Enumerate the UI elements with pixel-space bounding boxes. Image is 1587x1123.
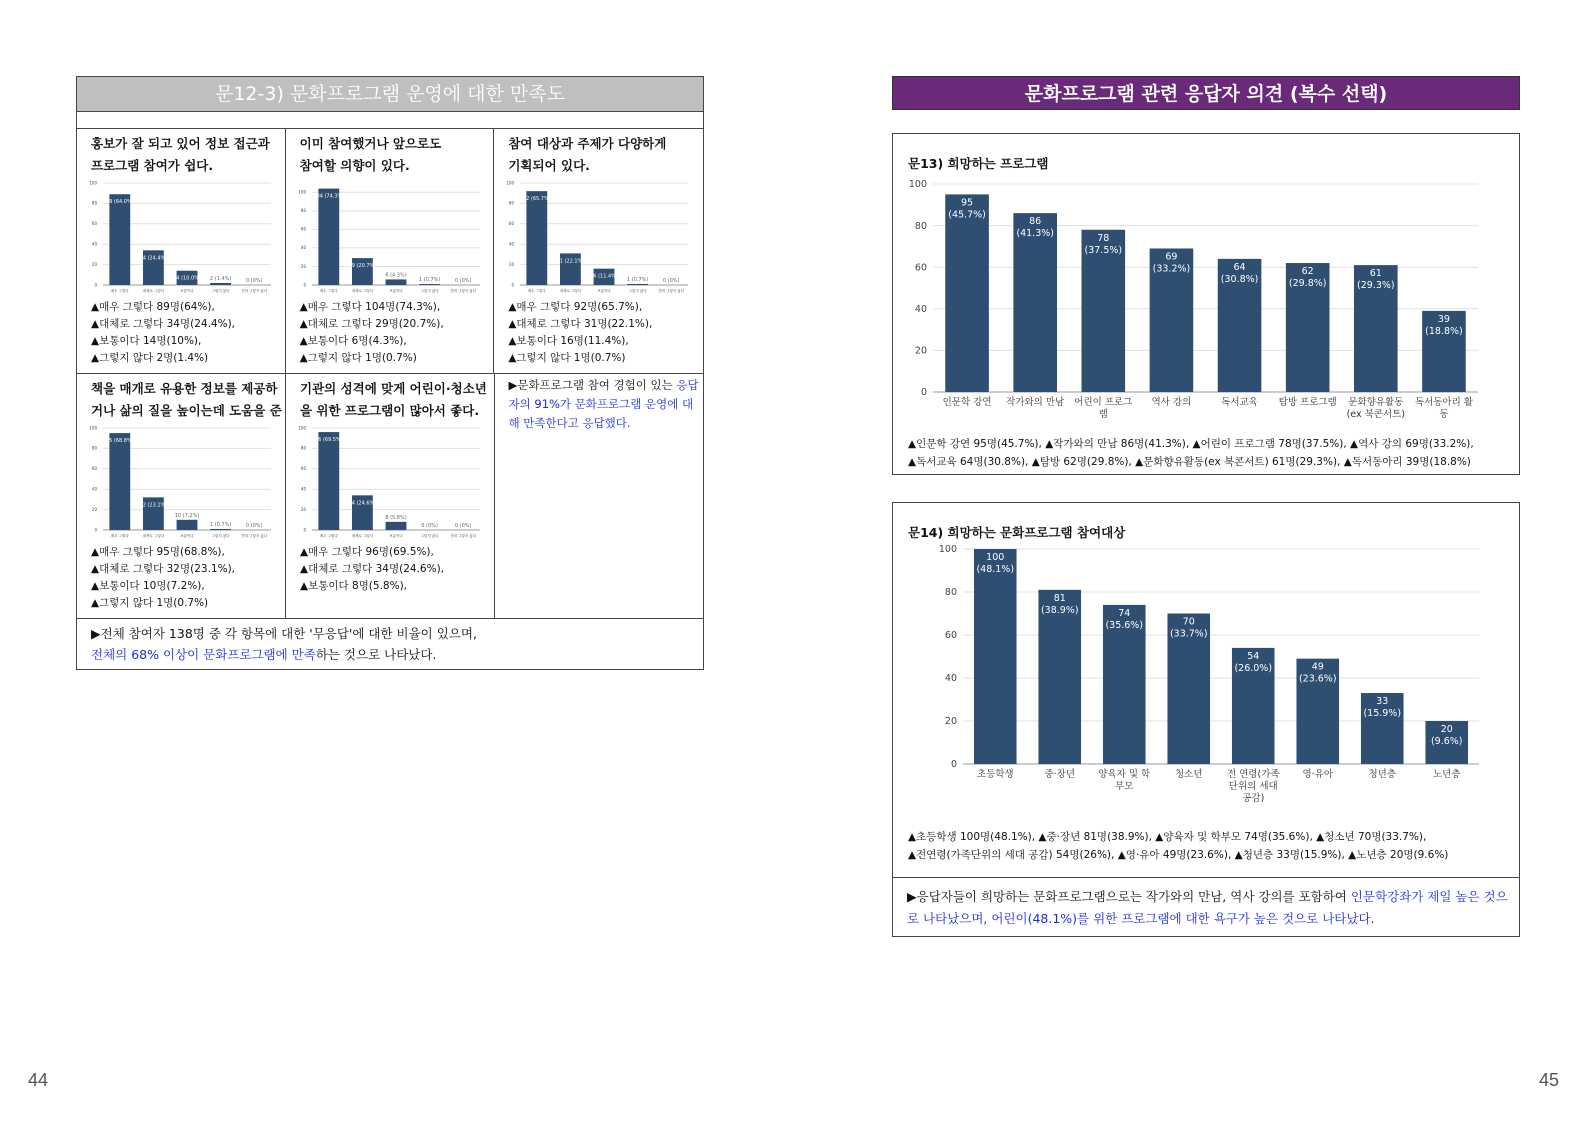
y-tick-label: 100	[89, 425, 97, 431]
category-label: 대체로 그렇다	[560, 289, 582, 293]
category-label: 부모	[1115, 781, 1134, 792]
data-label: 0 (0%)	[245, 523, 263, 529]
y-tick-label: 0	[94, 527, 97, 533]
data-label: (23.6%)	[1298, 673, 1337, 685]
bar	[974, 549, 1017, 764]
data-label: 16 (11.4%)	[590, 273, 619, 280]
y-tick-label: 100	[908, 179, 927, 191]
data-label: (26.0%)	[1234, 662, 1273, 674]
data-label: (35.6%)	[1105, 619, 1144, 631]
bar	[318, 189, 339, 285]
data-label: 104 (74.3%)	[313, 193, 344, 200]
category-label: 전혀 그렇지 않다	[449, 289, 476, 293]
section-title-left: 문12-3) 문화프로그램 운영에 대한 만족도	[77, 77, 703, 112]
data-label: 31 (22.1%)	[556, 258, 585, 265]
category-label: 전혀 그렇지 않다	[450, 534, 477, 538]
data-label: (37.5%)	[1084, 244, 1123, 256]
item-heading: 기관의 성격에 맞게 어린이·청소년 을 위한 프로그램이 많아서 좋다.	[300, 381, 487, 418]
data-label: 81	[1053, 592, 1066, 604]
data-label: (41.3%)	[1016, 228, 1054, 240]
category-label: 문화향유활동	[1348, 397, 1404, 408]
category-label: 매우 그렇다	[319, 534, 338, 538]
category-label: 양육자 및 학	[1098, 769, 1151, 780]
data-label: 95	[961, 197, 974, 209]
data-label: 70	[1182, 616, 1195, 628]
q13-bar-chart	[893, 174, 1519, 459]
item-heading: 책을 매개로 유용한 정보를 제공하 거나 삶의 질을 높이는데 도움을 준	[91, 381, 282, 418]
category-label: 전 연령(가족	[1226, 769, 1280, 780]
category-label: 보통이다	[597, 289, 612, 293]
category-label: 노년층	[1432, 769, 1461, 780]
category-label: 그렇지 않다	[211, 534, 230, 538]
bar	[527, 191, 548, 285]
category-label: 인문학 강연	[942, 397, 992, 408]
data-label: 6 (4.3%)	[384, 272, 407, 279]
y-tick-label: 60	[91, 466, 97, 472]
q13-summary: ▲인문학 강연 95명(45.7%), ▲작가와의 만남 86명(41.3%), ▲어린이 프로그램 78명(37.5%), ▲역사 강의 69명(33.2%), ▲독서교육 64명(30.8%), ▲탐방 62명(29.8%), ▲문화향유활동(ex 북콘서트) 61명(29.3%), ▲독서동아리 39명(18.8%)	[908, 438, 1474, 468]
category-label: 작가와의 만남	[1006, 397, 1065, 408]
category-label: 전혀 그렇지 않다	[658, 289, 685, 293]
conclusion-note: ▶응답자들이 희망하는 문화프로그램으로는 작가와의 만남, 역사 강의를 포함하여 인문학강좌가 제일 높은 것으로 나타났으며, 어린이(48.1%)를 위한 프로그램에 대한 욕구가 높은 것으로 나타났다.	[892, 877, 1520, 937]
data-label: 1 (0.7%)	[627, 276, 649, 283]
category-label: 그렇지 않다	[211, 289, 230, 293]
satisfaction-table	[76, 76, 704, 670]
data-label: 86	[1029, 216, 1042, 228]
survey-item-cell	[286, 374, 495, 618]
data-label: 95 (68.8%)	[105, 438, 134, 445]
q14-bar-chart	[893, 543, 1519, 823]
y-tick-label: 60	[300, 466, 306, 472]
data-label: 61	[1369, 268, 1382, 280]
y-tick-label: 40	[91, 241, 97, 247]
item-heading: 홍보가 잘 되고 있어 정보 접근과 프로그램 참여가 쉽다.	[91, 136, 270, 173]
data-label: 0 (0%)	[454, 523, 472, 529]
y-tick-label: 40	[914, 303, 927, 315]
category-label: 매우 그렇다	[319, 289, 338, 293]
category-label: 동	[1439, 409, 1449, 420]
y-tick-label: 100	[298, 189, 306, 195]
bar	[318, 432, 339, 530]
y-tick-label: 60	[944, 630, 957, 642]
result-list: ▲매우 그렇다 96명(69.5%), ▲대체로 그렇다 34명(24.6%), ▲보통이다 8명(5.8%),	[300, 546, 444, 592]
data-label: 10 (7.2%)	[174, 512, 200, 519]
q13-panel	[892, 133, 1520, 475]
data-label: (29.8%)	[1288, 278, 1327, 290]
category-label: 전혀 그렇지 않다	[241, 534, 268, 538]
table-footer-note: ▶전체 참여자 138명 중 각 항목에 대한 '무응답'에 대한 비율이 있으며, 전체의 68% 이상이 문화프로그램에 만족하는 것으로 나타났다.	[91, 626, 477, 662]
data-label: 0 (0%)	[454, 278, 472, 284]
survey-item-cell	[494, 129, 703, 373]
data-label: 32 (23.1%)	[139, 502, 168, 509]
category-label: 영·유아	[1302, 769, 1334, 780]
y-tick-label: 20	[509, 261, 515, 267]
bar	[1038, 590, 1081, 764]
y-tick-label: 0	[920, 387, 927, 399]
category-label: 보통이다	[180, 289, 194, 293]
y-tick-label: 60	[300, 226, 306, 232]
result-list: ▲매우 그렇다 95명(68.8%), ▲대체로 그렇다 32명(23.1%), ▲보통이다 10명(7.2%), ▲그렇지 않다 1명(0.7%)	[91, 546, 235, 609]
category-label: 대체로 그렇다	[351, 289, 373, 293]
y-tick-label: 20	[300, 506, 306, 512]
y-tick-label: 20	[944, 716, 957, 728]
y-tick-label: 60	[91, 221, 97, 227]
data-label: 39	[1437, 313, 1450, 325]
page-number-left: 44	[28, 1070, 49, 1090]
y-tick-label: 40	[300, 245, 306, 251]
category-label: 중·장년	[1044, 769, 1076, 780]
mini-bar-chart	[91, 177, 276, 297]
survey-item-cell	[77, 129, 286, 373]
y-tick-label: 20	[91, 506, 97, 512]
data-label: 2 (1.4%)	[209, 275, 232, 282]
bar	[210, 283, 231, 285]
mini-bar-chart	[300, 422, 485, 542]
data-label: (45.7%)	[948, 209, 986, 221]
mini-bar-chart	[300, 177, 485, 297]
category-label: 그렇지 않다	[628, 289, 647, 293]
category-label: 매우 그렇다	[110, 534, 129, 538]
item-heading: 이미 참여했거나 앞으로도 참여할 의향이 있다.	[299, 136, 442, 173]
table-row	[77, 129, 703, 374]
y-tick-label: 100	[298, 425, 306, 431]
bar	[385, 279, 406, 285]
data-label: (30.8%)	[1220, 273, 1259, 285]
table-spacer-row	[77, 112, 703, 129]
data-label: 100	[986, 552, 1005, 563]
item-heading: 참여 대상과 주제가 다양하게 기획되어 있다.	[508, 136, 667, 173]
y-tick-label: 40	[944, 673, 957, 685]
y-tick-label: 100	[938, 544, 957, 556]
y-tick-label: 80	[91, 200, 97, 206]
data-label: 34 (24.6%)	[348, 500, 377, 507]
bar	[419, 284, 440, 285]
table-row	[77, 374, 703, 619]
result-list: ▲매우 그렇다 104명(74.3%), ▲대체로 그렇다 29명(20.7%), ▲보통이다 6명(4.3%), ▲그렇지 않다 1명(0.7%)	[299, 301, 444, 364]
data-label: 54	[1247, 650, 1260, 662]
data-label: 92 (65.7%)	[523, 196, 552, 203]
page-number-right: 45	[1538, 1070, 1559, 1090]
category-label: 독서교육	[1221, 397, 1258, 408]
category-label: (ex 북콘서트)	[1346, 409, 1406, 420]
data-label: (33.7%)	[1169, 628, 1208, 640]
y-tick-label: 80	[509, 200, 515, 206]
y-tick-label: 80	[91, 445, 97, 451]
y-tick-label: 80	[300, 445, 306, 451]
bar	[945, 194, 989, 392]
category-label: 단위의 세대	[1228, 781, 1278, 792]
data-label: 62	[1301, 266, 1314, 278]
category-label: 보통이다	[180, 534, 194, 538]
section-title-right: 문화프로그램 관련 응답자 의견 (복수 선택)	[892, 76, 1520, 110]
category-label: 그렇지 않다	[420, 289, 439, 293]
category-label: 공감)	[1242, 793, 1265, 804]
y-tick-label: 0	[94, 282, 97, 288]
category-label: 대체로 그렇다	[142, 289, 165, 293]
data-label: 33	[1376, 696, 1389, 708]
data-label: (38.9%)	[1040, 604, 1079, 616]
mini-bar-chart	[508, 177, 693, 297]
category-label: 청소년	[1174, 769, 1203, 780]
data-label: 0 (0%)	[421, 523, 438, 529]
data-label: 14 (10.0%)	[173, 275, 201, 282]
y-tick-label: 60	[914, 262, 927, 274]
category-label: 초등학생	[976, 769, 1014, 780]
category-label: 청년층	[1368, 769, 1397, 780]
y-tick-label: 100	[506, 180, 515, 186]
data-label: (9.6%)	[1430, 736, 1463, 747]
data-label: 29 (20.7%)	[348, 263, 376, 270]
y-tick-label: 40	[91, 486, 97, 492]
bar	[1013, 213, 1057, 392]
y-tick-label: 40	[300, 486, 306, 492]
y-tick-label: 20	[300, 263, 306, 269]
y-tick-label: 80	[914, 220, 927, 232]
data-label: 89 (64.0%)	[105, 199, 134, 206]
data-label: 64	[1233, 261, 1246, 273]
data-label: 0 (0%)	[663, 278, 680, 284]
data-label: 20	[1440, 724, 1453, 735]
summary-note: ▶문화프로그램 참여 경험이 있는 응답자의 91%가 문화프로그램 운영에 대해 만족한다고 응답했다.	[508, 378, 699, 430]
survey-item-cell	[286, 129, 495, 373]
bar	[109, 433, 130, 530]
category-label: 보통이다	[388, 289, 403, 293]
bar	[109, 194, 130, 285]
y-tick-label: 0	[303, 282, 306, 288]
y-tick-label: 0	[950, 759, 957, 771]
y-tick-label: 80	[944, 587, 957, 599]
category-label: 그렇지 않다	[420, 534, 439, 538]
q14-summary: ▲초등학생 100명(48.1%), ▲중·장년 81명(38.9%), ▲양육자 및 학부모 74명(35.6%), ▲청소년 70명(33.7%), ▲전연령(가족단위의 세대 공감) 54명(26%), ▲영·유아 49명(23.6%), ▲청년층 33명(15.9%), ▲노년층 20명(9.6%)	[908, 831, 1449, 861]
category-label: 대체로 그렇다	[351, 534, 374, 538]
result-list: ▲매우 그렇다 89명(64%), ▲대체로 그렇다 34명(24.4%), ▲보통이다 14명(10%), ▲그렇지 않다 2명(1.4%)	[91, 301, 235, 364]
data-label: 69	[1165, 251, 1178, 263]
bar	[386, 522, 407, 530]
q13-title: 문13) 희망하는 프로그램	[908, 156, 1049, 171]
category-label: 어린이 프로그	[1074, 397, 1133, 408]
y-tick-label: 60	[509, 221, 515, 227]
bar	[177, 520, 198, 530]
q14-title: 문14) 희망하는 문화프로그램 참여대상	[908, 525, 1126, 540]
y-tick-label: 20	[914, 345, 927, 357]
data-label: 74	[1118, 607, 1131, 619]
y-tick-label: 100	[89, 180, 97, 186]
data-label: 34 (24.4%)	[139, 255, 168, 262]
data-label: (18.8%)	[1425, 325, 1463, 337]
data-label: (48.1%)	[976, 564, 1015, 575]
data-label: 1 (0.7%)	[209, 521, 232, 528]
survey-item-cell	[77, 374, 286, 618]
category-label: 역사 강의	[1151, 397, 1192, 408]
data-label: (15.9%)	[1363, 708, 1402, 720]
data-label: 78	[1097, 232, 1110, 244]
data-label: 1 (0.7%)	[418, 277, 440, 284]
y-tick-label: 80	[300, 208, 306, 214]
bar	[628, 284, 649, 285]
category-label: 보통이다	[389, 534, 403, 538]
bar	[210, 529, 231, 530]
data-label: 96 (69.5%)	[314, 437, 343, 444]
category-label: 전혀 그렇지 않다	[241, 289, 268, 293]
data-label: (29.3%)	[1357, 280, 1395, 292]
y-tick-label: 20	[91, 261, 97, 267]
category-label: 탐방 프로그램	[1278, 397, 1337, 408]
mini-bar-chart	[91, 422, 276, 542]
data-label: 8 (5.8%)	[385, 514, 407, 521]
result-list: ▲매우 그렇다 92명(65.7%), ▲대체로 그렇다 31명(22.1%), ▲보통이다 16명(11.4%), ▲그렇지 않다 1명(0.7%)	[508, 301, 653, 364]
category-label: 독서동아리 활	[1414, 397, 1473, 408]
data-label: 0 (0%)	[245, 278, 263, 284]
summary-note-cell	[495, 374, 704, 618]
data-label: (33.2%)	[1152, 263, 1191, 275]
category-label: 램	[1098, 409, 1108, 420]
q14-panel	[892, 502, 1520, 878]
y-tick-label: 0	[511, 282, 515, 288]
y-tick-label: 0	[303, 527, 306, 533]
y-tick-label: 40	[509, 241, 515, 247]
category-label: 매우 그렇다	[528, 289, 547, 293]
data-label: 49	[1311, 661, 1324, 673]
category-label: 매우 그렇다	[110, 289, 129, 293]
category-label: 대체로 그렇다	[142, 534, 165, 538]
